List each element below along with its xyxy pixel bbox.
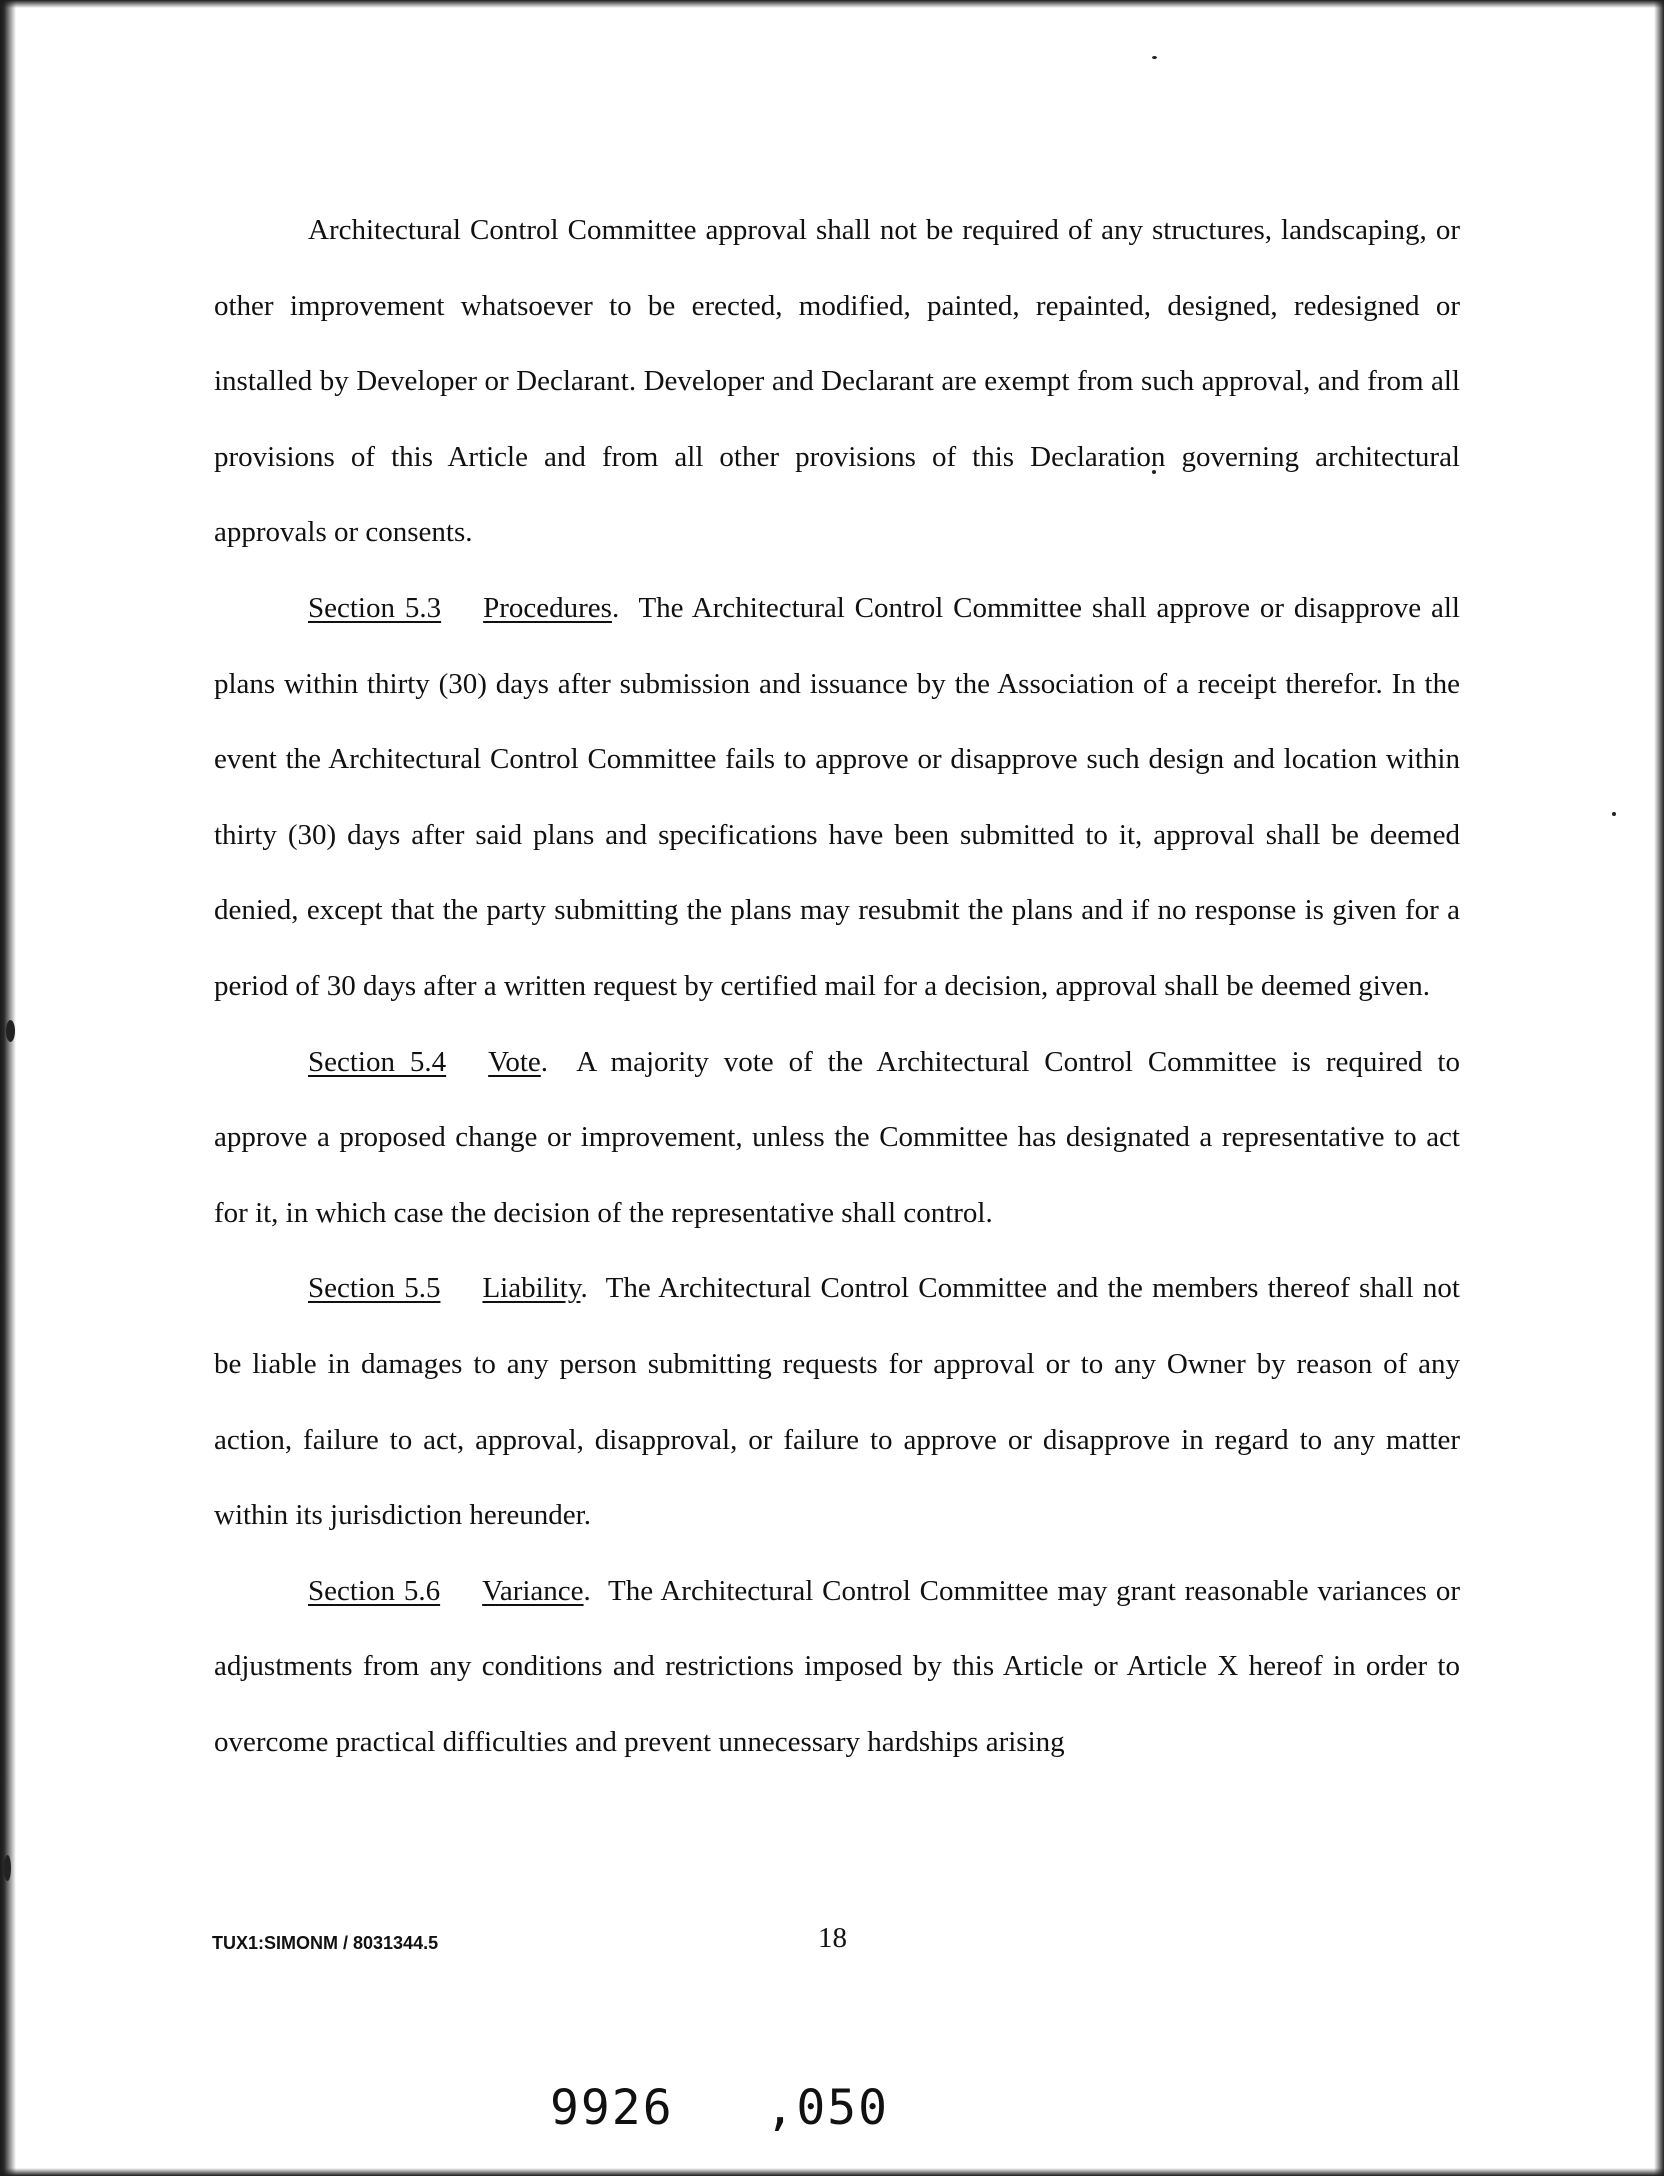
scan-speck	[1152, 56, 1157, 59]
section-number: Section 5.6	[308, 1574, 441, 1607]
scan-speck	[1612, 812, 1616, 816]
document-body	[214, 193, 1460, 1780]
section-5-3: Section 5.3 Procedures. The Architectural Control Committee shall approve or disapprove all plans within thirty (30) days after submission and issuance by the Association of a receipt therefor. In the event the Architectural Control Committee fails to approve or disapprove such design and location within thirty (30) days after said plans and specifications have been submitted to it, approval shall be deemed denied, except that the party submitting the plans may resubmit the plans and if no response is given for a period of 30 days after a written request by certified mail for a decision, approval shall be deemed given.	[214, 591, 1460, 1002]
section-5-4: Section 5.4 Vote. A majority vote of the Architectural Control Committee is required to approve a proposed change or improvement, unless the Committee has designated a representative to act for it, in which case the decision of the representative shall control.	[214, 1045, 1460, 1229]
stamp-second: 050	[796, 2080, 890, 2136]
section-title: Liability	[482, 1272, 581, 1305]
section-text: The Architectural Control Committee shall approve or disapprove all plans within thirty (30) days after submission and issuance by the Association of a receipt therefor. In the event the Architectural Control Committee fails to approve or disapprove such design and location within thirty (30) days after said plans and specifications have been submitted to it, approval shall be deemed denied, except that the party submitting the plans may resubmit the plans and if no response is given for a period of 30 days after a written request by certified mail for a decision, approval shall be deemed given.	[214, 591, 1460, 1002]
bates-stamp	[550, 2080, 889, 2136]
section-text: The Architectural Control Committee may grant reasonable variances or adjustments from any conditions and restrictions imposed by this Article or Article X hereof in order to overcome practical difficulties and prevent unnecessary hardships arising	[214, 1574, 1460, 1758]
footer-document-id: TUX1:SIMONM / 8031344.5	[212, 1933, 439, 1953]
section-title: Procedures	[483, 591, 612, 624]
section-5-6: Section 5.6 Variance. The Architectural Control Committee may grant reasonable variances or adjustments from any conditions and restrictions imposed by this Article or Article X hereof in order to overcome practical difficulties and prevent unnecessary hardships arising	[214, 1574, 1460, 1758]
section-text: A majority vote of the Architectural Control Committee is required to approve a proposed change or improvement, unless the Committee has designated a representative to act for it, in which case the decision of the representative shall control.	[214, 1045, 1460, 1229]
section-text: The Architectural Control Committee and the members thereof shall not be liable in damages to any person submitting requests for approval or to any Owner by reason of any action, failure to act, approval, disapproval, or failure to approve or disapprove in regard to any matter within its jurisdiction hereunder.	[214, 1272, 1460, 1532]
section-5-5: Section 5.5 Liability. The Architectural Control Committee and the members thereof shall not be liable in damages to any person submitting requests for approval or to any Owner by reason of any action, failure to act, approval, disapproval, or failure to approve or disapprove in regard to any matter within its jurisdiction hereunder.	[214, 1272, 1460, 1532]
paragraph-text: Architectural Control Committee approval shall not be required of any structures, landscaping, or other improvement whatsoever to be erected, modified, painted, repainted, designed, redesigned or installed by Developer or Declarant. Developer and Declarant are exempt from such approval, and from all provisions of this Article and from all other provisions of this Declaration governing architectural approvals or consents.	[214, 214, 1460, 549]
scan-edge-left	[0, 0, 16, 2176]
scan-edge-bottom	[0, 2168, 1664, 2176]
section-number: Section 5.3	[308, 591, 442, 624]
section-title: Vote	[488, 1045, 541, 1078]
scan-edge-top	[0, 0, 1664, 8]
section-title: Variance	[482, 1574, 584, 1607]
section-number: Section 5.4	[308, 1045, 447, 1078]
stamp-first: 9926	[550, 2080, 674, 2136]
section-number: Section 5.5	[308, 1272, 441, 1305]
paragraph-intro	[214, 193, 1460, 571]
scan-speck	[6, 1020, 15, 1042]
scan-speck	[4, 1855, 11, 1881]
page-number: 18	[818, 1922, 847, 1954]
scan-edge-right	[1654, 0, 1664, 2176]
stamp-separator: ,	[765, 2080, 797, 2136]
